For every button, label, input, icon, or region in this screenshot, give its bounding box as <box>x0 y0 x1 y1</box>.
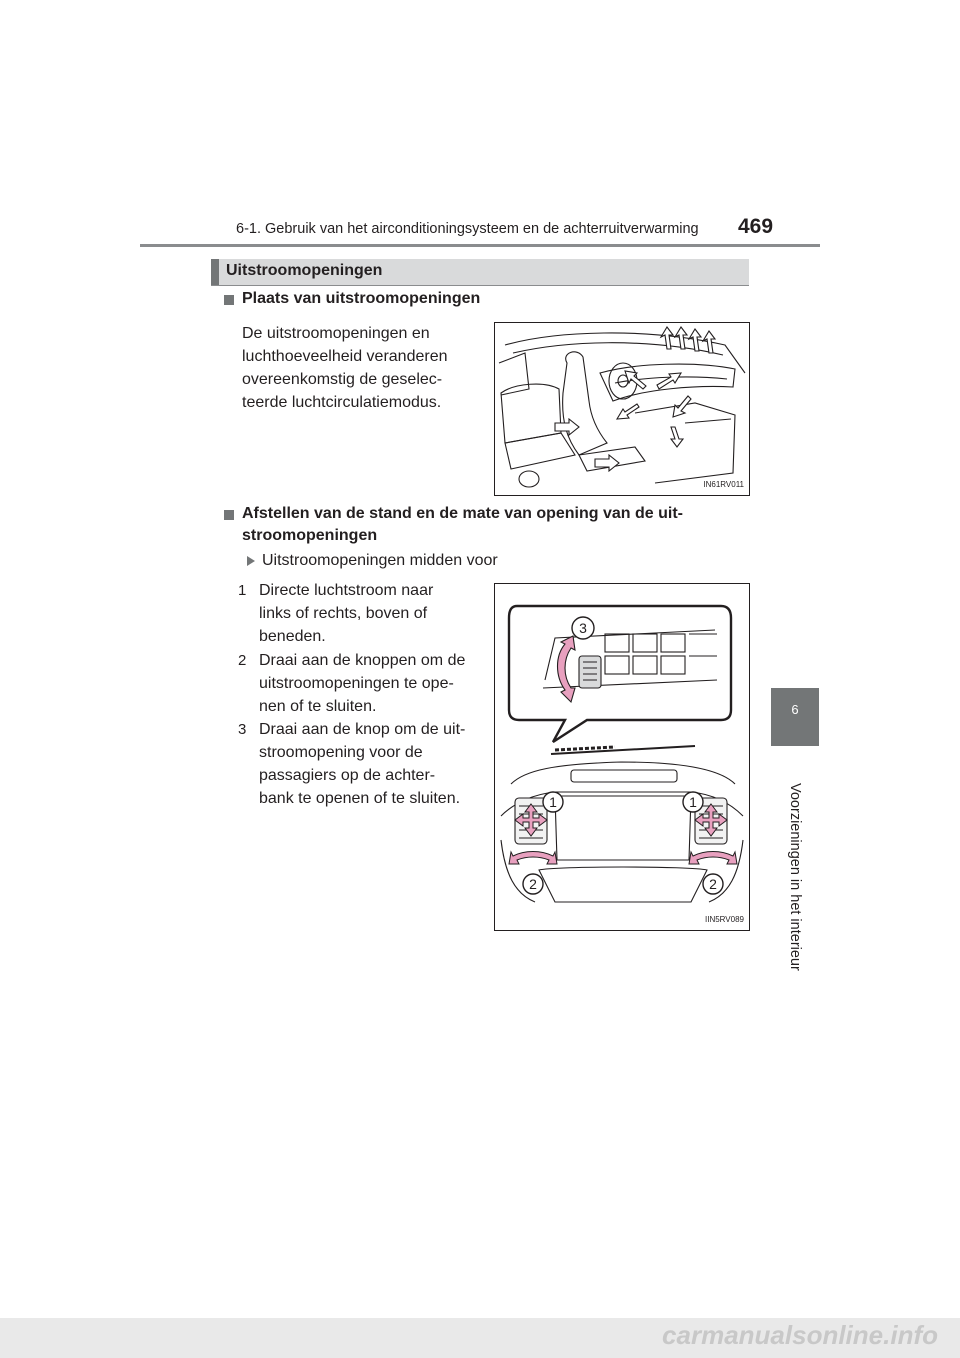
figure-vent-locations <box>494 322 750 496</box>
callout-2-left: 2 <box>529 876 537 892</box>
item-3-line-4: bank te openen of te sluiten. <box>259 790 461 807</box>
item-2-line-2: uitstroomopeningen te ope- <box>259 675 454 692</box>
subheading-location: Plaats van uitstroomopeningen <box>242 290 481 307</box>
chapter-tab[interactable] <box>771 688 819 746</box>
subheading-adjust-line-2: stroomopeningen <box>242 527 378 544</box>
section-title: Uitstroomopeningen <box>226 262 383 279</box>
chapter-tab-number: 6 <box>791 702 799 717</box>
paragraph-location-line-2: luchthoeveelheid veranderen <box>242 348 448 365</box>
item-1-line-1: Directe luchtstroom naar <box>259 582 434 599</box>
item-3-line-1: Draai aan de knop om de uit- <box>259 721 466 738</box>
item-2-line-1: Draai aan de knoppen om de <box>259 652 466 669</box>
item-number-2: 2 <box>238 652 247 669</box>
square-bullet-icon <box>224 510 234 520</box>
paragraph-location-line-3: overeenkomstig de geselec- <box>242 371 443 388</box>
item-1-line-2: links of rechts, boven of <box>259 605 428 622</box>
watermark-text[interactable]: carmanualsonline.info <box>662 1320 938 1350</box>
paragraph-location-line-4: teerde luchtcirculatiemodus. <box>242 394 442 411</box>
item-number-1: 1 <box>238 582 247 599</box>
subsection-center-front: Uitstroomopeningen midden voor <box>262 552 498 569</box>
item-3-line-2: stroomopening voor de <box>259 744 423 761</box>
figure-center-vents <box>494 583 750 931</box>
figure-id-1: IN61RV011 <box>703 480 744 489</box>
item-1-line-3: beneden. <box>259 628 326 645</box>
section-marker <box>211 259 219 285</box>
paragraph-location-line-1: De uitstroomopeningen en <box>242 325 430 342</box>
header-rule <box>140 244 820 247</box>
page-number: 469 <box>738 215 774 238</box>
car-interior-illustration <box>495 323 749 495</box>
callout-3: 3 <box>579 620 587 636</box>
square-bullet-icon <box>224 295 234 305</box>
callout-2-right: 2 <box>709 876 717 892</box>
chapter-header: 6-1. Gebruik van het airconditioningsysteem en de achterruitverwarming <box>236 221 699 237</box>
subheading-adjust-line-1: Afstellen van de stand en de mate van opening van de uit- <box>242 505 683 522</box>
item-number-3: 3 <box>238 721 247 738</box>
chapter-tab-label: Voorzieningen in het interieur <box>787 783 803 971</box>
item-3-line-3: passagiers op de achter- <box>259 767 436 784</box>
callout-1-left: 1 <box>549 794 557 810</box>
triangle-bullet-icon <box>247 556 255 566</box>
figure-id-2: IIN5RV089 <box>705 915 744 924</box>
vents-illustration <box>495 584 749 930</box>
item-2-line-3: nen of te sluiten. <box>259 698 377 715</box>
callout-1-right: 1 <box>689 794 697 810</box>
